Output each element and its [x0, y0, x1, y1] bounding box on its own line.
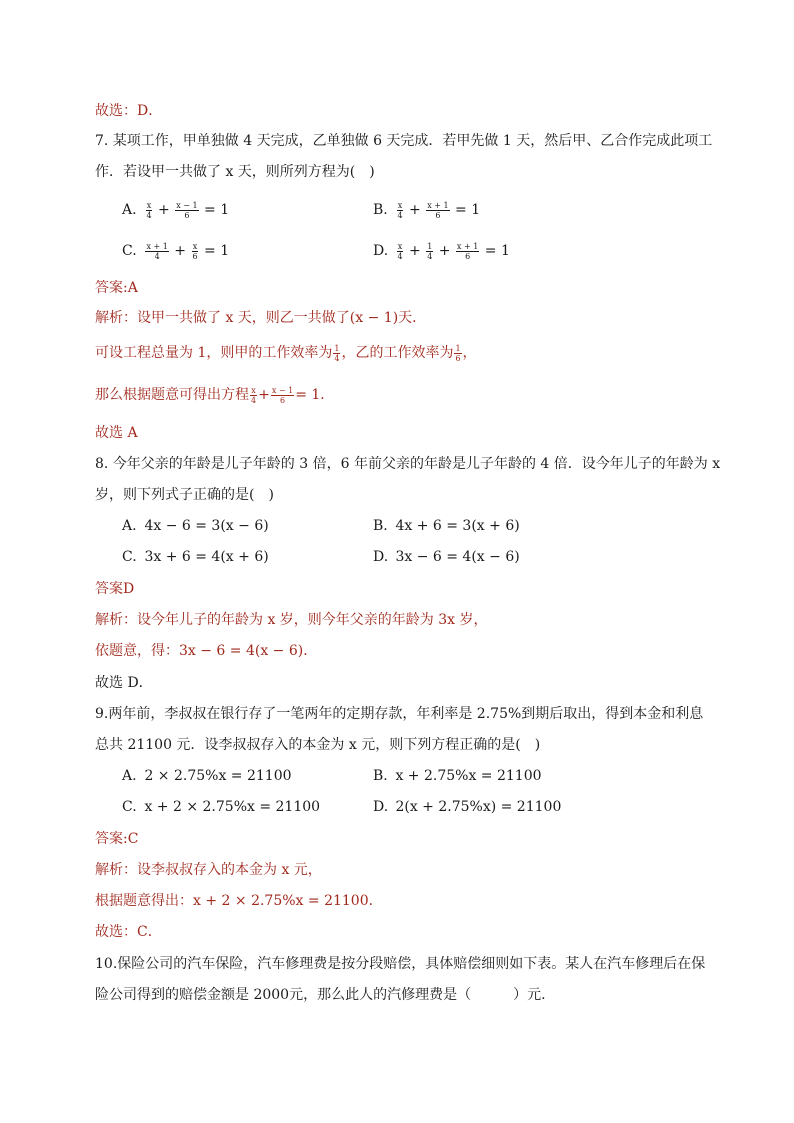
fraction: $\frac{x}{4}$	[397, 200, 403, 220]
fraction: $\frac{1}{4}$	[427, 241, 433, 261]
fraction: $\frac{x}{6}$	[192, 241, 198, 261]
fraction: $\frac{x}{4}$	[397, 241, 403, 261]
question-10-text: 10.保险公司的汽车保险，汽车修理费是按分段赔偿，具体赔偿细则如下表。某人在汽车修理后在保	[95, 956, 706, 972]
answer-choice-q8: 故选 D．	[95, 675, 153, 691]
q7-option-b[interactable]: B. $\frac{x}{4}$ + $\frac{x + 1}{6}$ = 1	[373, 200, 481, 220]
option-letter: B.	[373, 202, 388, 218]
question-9-text: 9.两年前，李叔叔在银行存了一笔两年的定期存款，年利率是 2.75%到期后取出，得到本金和利息	[95, 706, 704, 722]
answer-choice-q7: 故选 A	[95, 425, 138, 441]
answer-q8: 答案D	[95, 581, 135, 597]
question-8-text: 8. 今年父亲的年龄是儿子年龄的 3 倍，6 年前父亲的年龄是儿子年龄的 4 倍．设今年儿子的年龄为 x	[95, 456, 721, 472]
question-9-text-cont: 总共 21100 元．设李叔叔存入的本金为 x 元，则下列方程正确的是( )	[95, 737, 541, 753]
explanation-q8-line2: 依题意，得：3x − 6 = 4(x − 6)．	[95, 643, 318, 659]
answer-q7: 答案:A	[95, 280, 138, 296]
question-8-text-cont: 岁，则下列式子正确的是( )	[95, 487, 274, 503]
option-letter: B.	[373, 518, 388, 534]
q8-option-c[interactable]: C. 3x + 6 = 4(x + 6)	[122, 549, 269, 565]
question-10-text-cont: 险公司得到的赔偿金额是 2000元，那么此人的汽修理费是（ ）元.	[95, 987, 546, 1003]
option-letter: D.	[373, 243, 389, 259]
fraction: $\frac{x + 1}{6}$	[456, 241, 479, 261]
option-letter: D.	[373, 549, 389, 565]
option-letter: D.	[373, 799, 389, 815]
answer-q9: 答案:C	[95, 831, 139, 847]
q9-option-a[interactable]: A. 2 × 2.75%x = 21100	[122, 768, 292, 784]
q8-option-d[interactable]: D. 3x − 6 = 4(x − 6)	[373, 549, 520, 565]
explanation-q8-line1: 解析：设今年儿子的年龄为 x 岁，则今年父亲的年龄为 3x 岁，	[95, 612, 488, 628]
question-7-text-cont: 作．若设甲一共做了 x 天，则所列方程为( )	[95, 164, 375, 180]
option-letter: A.	[122, 768, 137, 784]
question-7-text: 7. 某项工作，甲单独做 4 天完成，乙单独做 6 天完成．若甲先做 1 天，然后甲、乙合作完成此项工	[95, 133, 713, 149]
q7-option-c[interactable]: C. $\frac{x + 1}{4}$ + $\frac{x}{6}$ = 1	[122, 241, 230, 261]
fraction: $\frac{x + 1}{6}$	[427, 200, 449, 220]
q7-option-d[interactable]: D. $\frac{x}{4}$ + $\frac{1}{4}$ + $\frac{x + 1}{6}$ = 1	[373, 241, 510, 261]
answer-choice-q6: 故选：D．	[95, 103, 163, 119]
explanation-q7-line2: 可设工程总量为 1，则甲的工作效率为 $\frac{1}{4}$ ，乙的工作效率为 $\frac{1}{6}$ ，	[95, 343, 477, 363]
q7-option-a[interactable]: A. $\frac{x}{4}$ + $\frac{x - 1}{6}$ = 1	[122, 200, 230, 220]
explanation-q9-line2: 根据题意得出：x + 2 × 2.75%x = 21100．	[95, 893, 383, 909]
explanation-q9-line1: 解析：设李叔叔存入的本金为 x 元，	[95, 862, 322, 878]
fraction: $\frac{x - 1}{6}$	[176, 200, 198, 220]
fraction: $\frac{x + 1}{4}$	[146, 241, 168, 261]
q9-option-b[interactable]: B. x + 2.75%x = 21100	[373, 768, 542, 784]
q9-option-d[interactable]: D. 2(x + 2.75%x) = 21100	[373, 799, 562, 815]
option-letter: C.	[122, 799, 137, 815]
option-letter: C.	[122, 243, 137, 259]
fraction: $\frac{x}{4}$	[146, 200, 152, 220]
explanation-q7-line1: 解析：设甲一共做了 x 天，则乙一共做了(x − 1)天．	[95, 310, 427, 326]
option-letter: B.	[373, 768, 388, 784]
answer-choice-q9: 故选：C．	[95, 924, 162, 940]
option-letter: C.	[122, 549, 137, 565]
q9-option-c[interactable]: C. x + 2 × 2.75%x = 21100	[122, 799, 321, 815]
option-letter: A.	[122, 518, 137, 534]
q8-option-b[interactable]: B. 4x + 6 = 3(x + 6)	[373, 518, 520, 534]
q8-option-a[interactable]: A. 4x − 6 = 3(x − 6)	[122, 518, 269, 534]
explanation-q7-line3: 那么根据题意可得出方程 $\frac{x}{4}$ + $\frac{x - 1}{6}$ = 1．	[95, 385, 335, 405]
option-letter: A.	[122, 202, 137, 218]
